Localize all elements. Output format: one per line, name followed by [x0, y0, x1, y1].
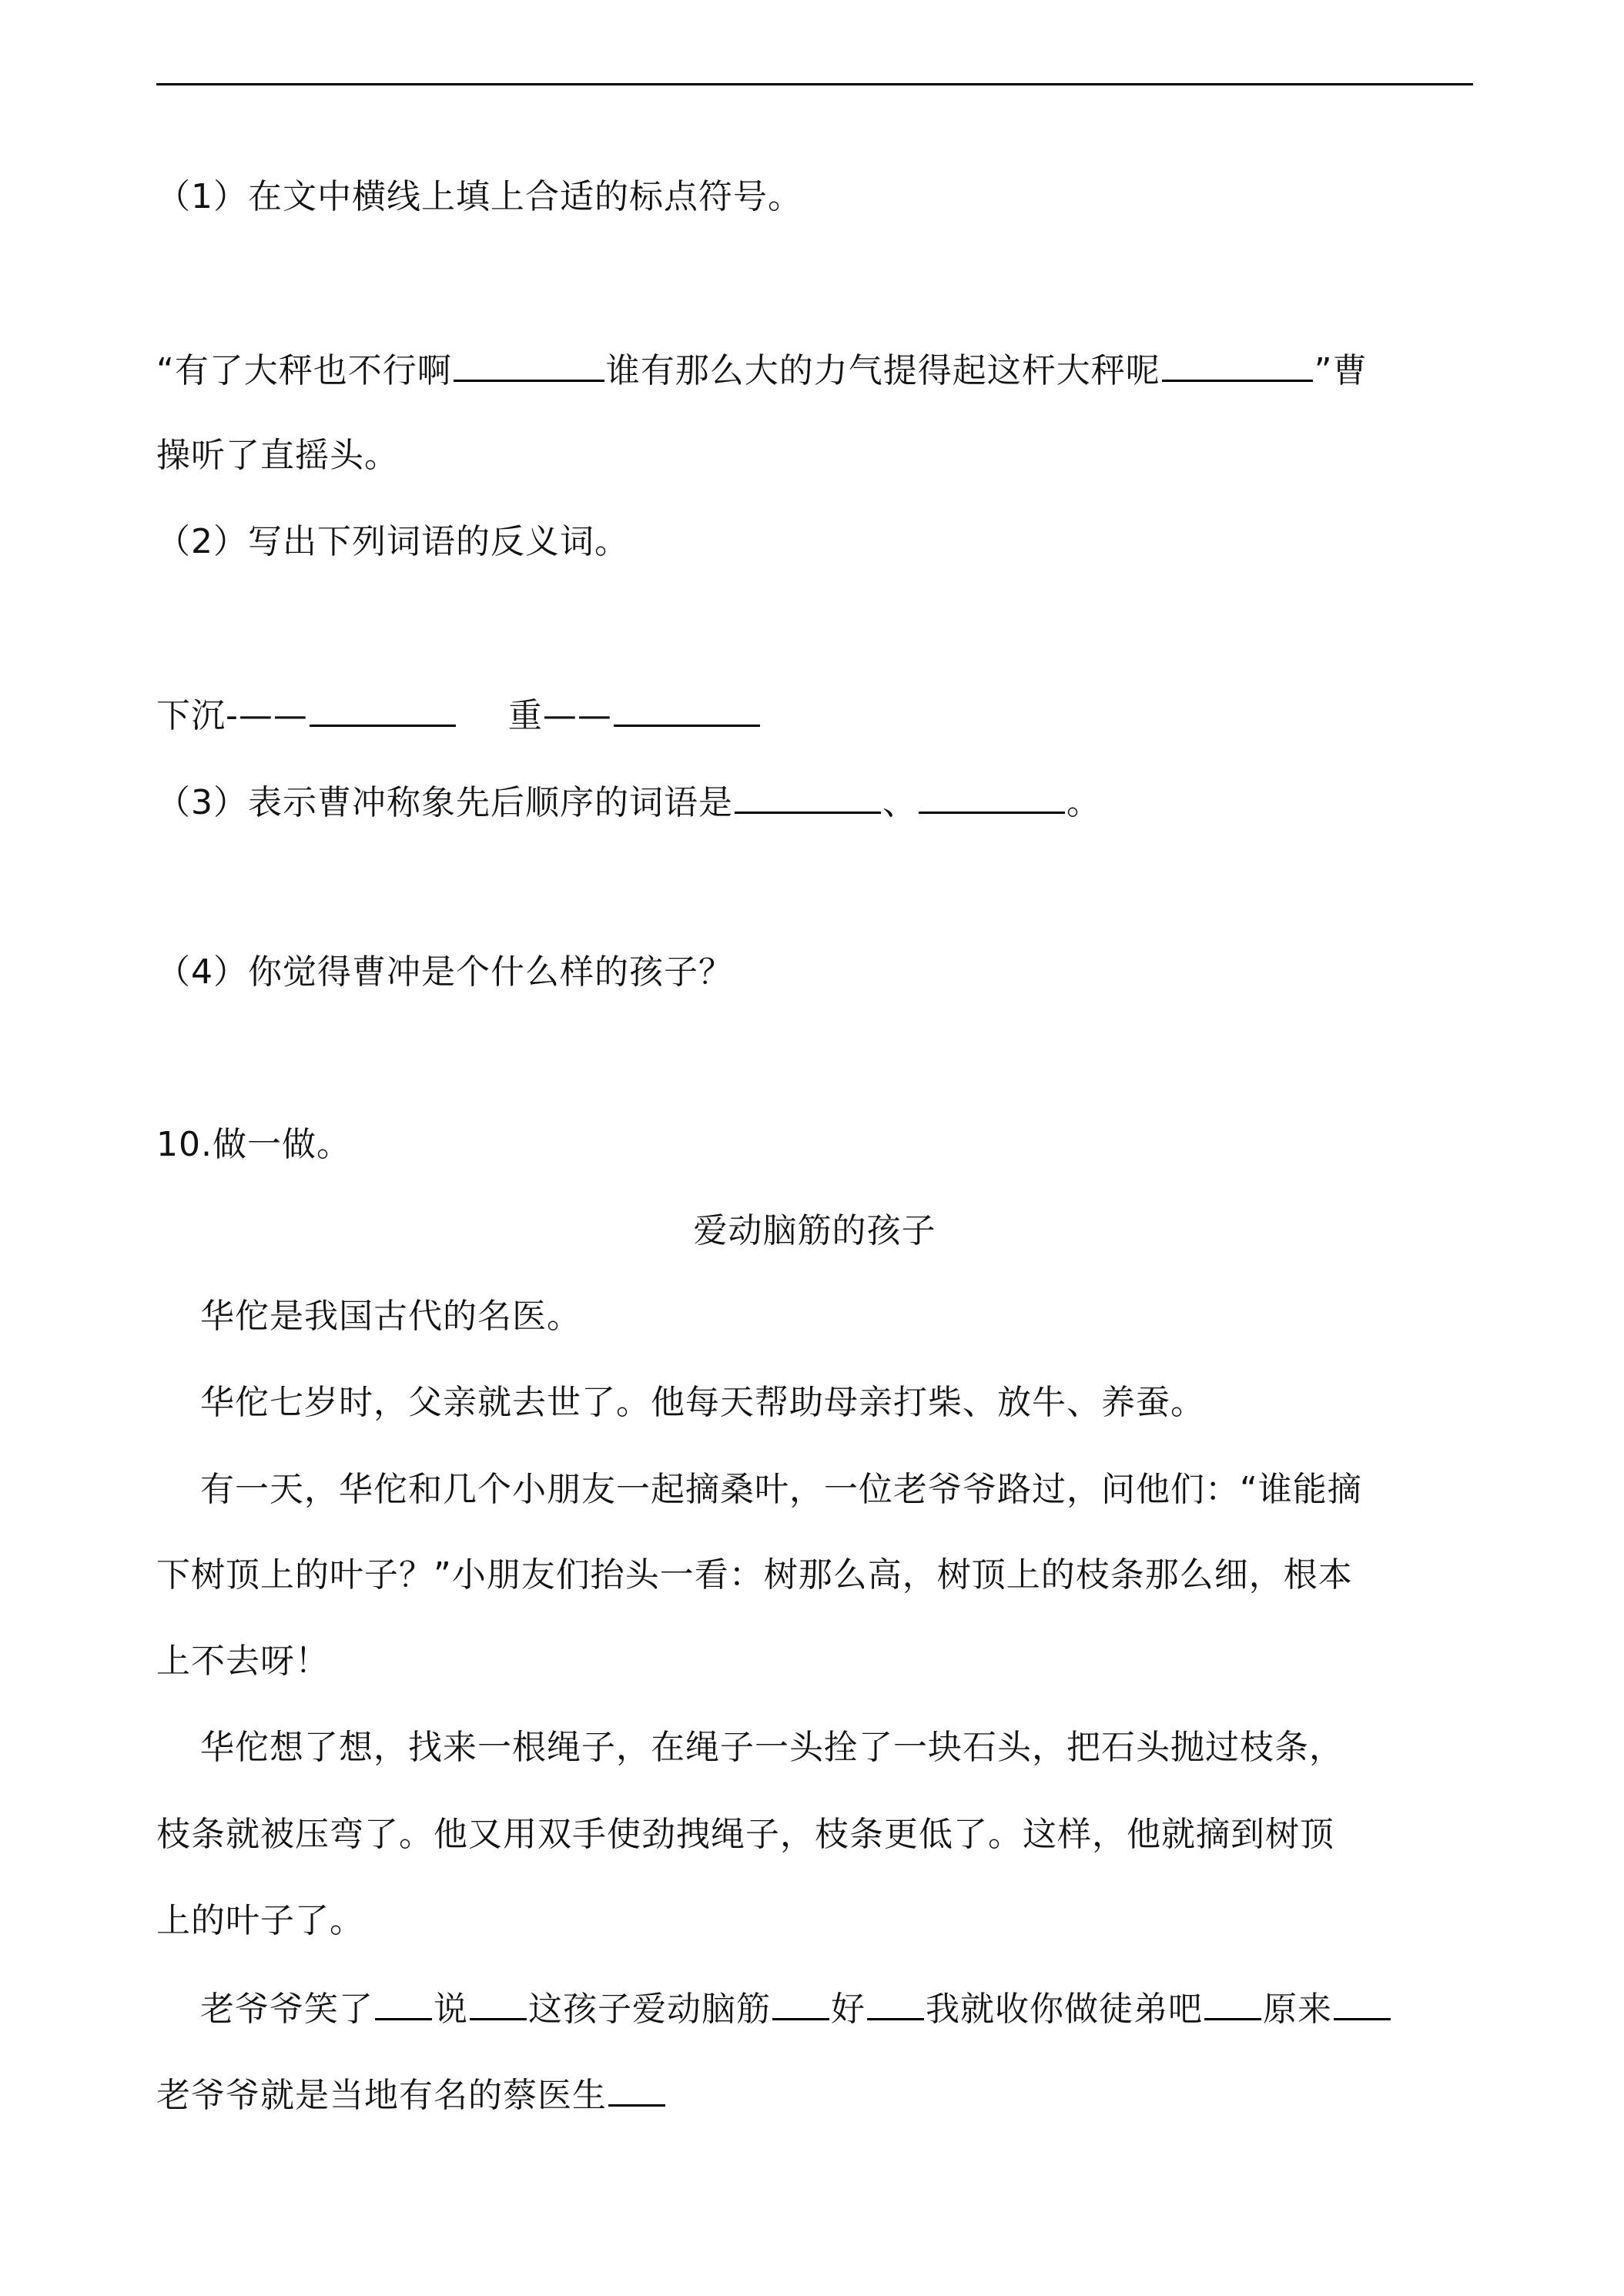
q10-paragraph-4-line3: 上的叶子了。: [156, 1901, 364, 1940]
q3-end: 。: [1066, 783, 1101, 822]
p5-seg-5: 我就收你做徒弟吧: [926, 1990, 1203, 2029]
q3-blank-2[interactable]: [919, 778, 1065, 814]
q2-blank-1[interactable]: [310, 691, 456, 727]
q3-blank-1[interactable]: [735, 778, 881, 814]
q10-paragraph-4-line1: 华佗想了想，找来一根绳子，在绳子一头拴了一块石头，把石头抛过枝条，: [200, 1728, 1344, 1767]
p5-seg-2: 说: [434, 1990, 468, 2029]
p5-blank-4[interactable]: [867, 1984, 924, 2020]
q10-paragraph-1: 华佗是我国古代的名医。: [200, 1297, 581, 1336]
q1-prompt: （1）在文中横线上填上合适的标点符号。: [156, 177, 802, 216]
q10-paragraph-5-line2: [156, 2070, 1473, 2119]
q1-blank-2[interactable]: [1162, 346, 1313, 382]
q10-paragraph-3-line1: 有一天，华佗和几个小朋友一起摘桑叶，一位老爷爷路过，问他们：“谁能摘: [200, 1470, 1362, 1509]
q2-words: [156, 691, 1473, 739]
q2-word-2: 重——: [507, 696, 612, 735]
p5-seg-3: 这孩子爱动脑筋: [528, 1990, 771, 2029]
q1-sentence-part2: 谁有那么大的力气提得起这杆大秤呢: [605, 351, 1160, 390]
q2-prompt: （2）写出下列词语的反义词。: [156, 522, 629, 561]
q4-prompt: （4）你觉得曹冲是个什么样的孩子？: [156, 952, 733, 992]
p5-blank-1[interactable]: [375, 1984, 432, 2020]
q1-sentence-part1: “有了大秤也不行啊: [156, 351, 452, 390]
q1-sentence-line2: 操听了直摇头。: [156, 436, 399, 475]
q10-paragraph-5-line1: [200, 1984, 1473, 2033]
q10-passage-title: 爱动脑筋的孩子: [693, 1211, 936, 1250]
p5-line2-text: 老爷爷就是当地有名的蔡医生: [156, 2076, 607, 2115]
q3-prompt-text: （3）表示曹冲称象先后顺序的词语是: [156, 783, 733, 822]
q3-prompt: [156, 778, 1473, 826]
q10-paragraph-3-line2: 下树顶上的叶子？”小朋友们抬头一看：树那么高，树顶上的枝条那么细，根本: [156, 1555, 1353, 1595]
q10-paragraph-4-line2: 枝条就被压弯了。他又用双手使劲拽绳子，枝条更低了。这样，他就摘到树顶: [156, 1815, 1334, 1854]
q2-blank-2[interactable]: [614, 691, 760, 727]
q1-sentence-part3: ”曹: [1314, 351, 1368, 390]
p5-blank-7[interactable]: [608, 2070, 665, 2107]
q3-separator: 、: [882, 783, 917, 822]
q1-blank-1[interactable]: [454, 346, 604, 382]
p5-seg-6: 原来: [1263, 1990, 1332, 2029]
q10-paragraph-3-line3: 上不去呀！: [156, 1642, 330, 1681]
p5-blank-3[interactable]: [772, 1984, 829, 2020]
p5-blank-5[interactable]: [1204, 1984, 1261, 2020]
p5-blank-6[interactable]: [1334, 1984, 1391, 2020]
q1-sentence-line1: [156, 346, 1473, 394]
q10-heading: 10.做一做。: [156, 1125, 351, 1164]
p5-seg-4: 好: [831, 1990, 866, 2029]
q10-paragraph-2: 华佗七岁时，父亲就去世了。他每天帮助母亲打柴、放牛、养蚕。: [200, 1383, 1205, 1422]
header-rule: [156, 83, 1473, 85]
q2-word-1: 下沉-——: [156, 696, 308, 735]
p5-seg-1: 老爷爷笑了: [200, 1990, 373, 2029]
p5-blank-2[interactable]: [470, 1984, 527, 2020]
